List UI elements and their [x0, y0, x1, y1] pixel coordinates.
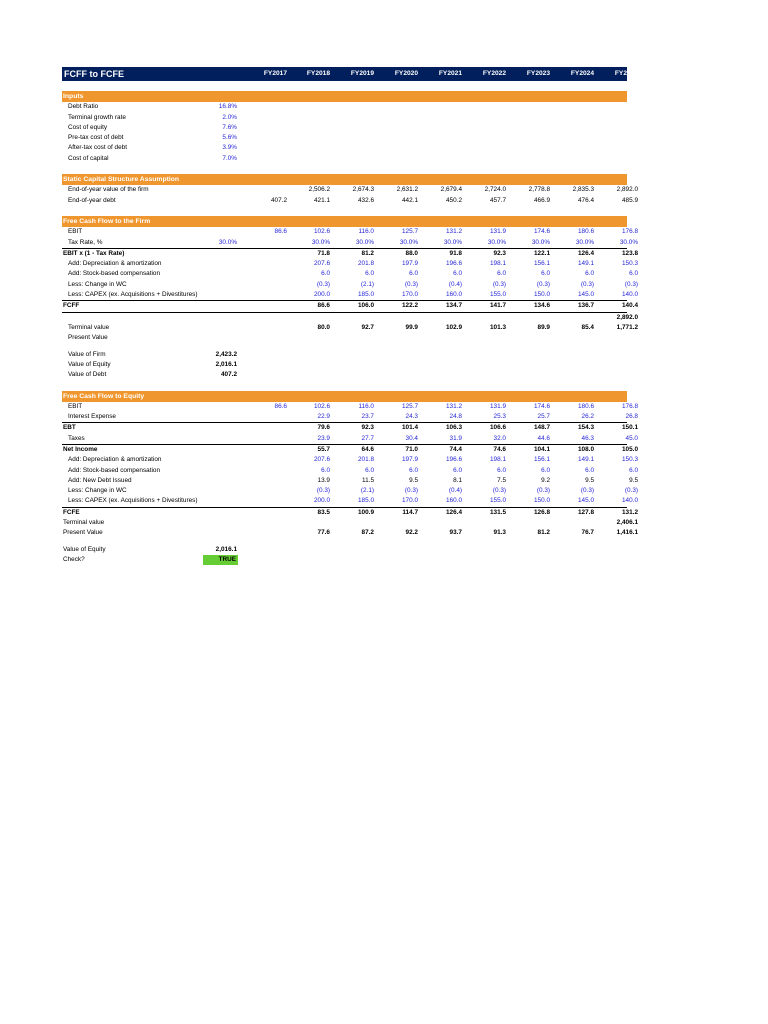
row-label: Free Cash Flow to the Firm — [63, 218, 151, 226]
row-label: EBT — [63, 424, 76, 432]
row-label: Check? — [63, 555, 85, 563]
cell-value[interactable]: 150.3 — [622, 456, 638, 464]
cell-value[interactable]: 174.6 — [534, 402, 550, 410]
cell-value[interactable]: 116.0 — [358, 228, 374, 236]
cell-value[interactable]: 3.9% — [222, 144, 237, 152]
cell-value[interactable]: 23.7 — [361, 413, 374, 421]
cell-value[interactable]: (0.3) — [316, 280, 330, 288]
row-label: Inputs — [63, 93, 84, 101]
cell-value[interactable]: 64.6 — [361, 445, 374, 453]
cell-value[interactable]: 55.7 — [317, 445, 330, 453]
cell-value[interactable]: 134.6 — [534, 302, 550, 310]
cell-value[interactable]: 104.1 — [534, 445, 550, 453]
spreadsheet — [62, 67, 638, 565]
cell-value[interactable]: 201.8 — [358, 456, 374, 464]
cell-value[interactable]: 185.0 — [358, 291, 374, 299]
input-row — [62, 133, 627, 143]
cell-value[interactable]: 30.0% — [487, 238, 506, 246]
fcff-row — [62, 269, 638, 279]
cell-value[interactable]: 9.5 — [629, 476, 638, 484]
cell-value[interactable]: 2,724.0 — [484, 186, 506, 194]
fcfe-row — [62, 508, 638, 518]
row-label: Less: CAPEX (ex. Acquisitions + Divestitures) — [68, 497, 198, 505]
cell-value[interactable]: 91.8 — [449, 249, 462, 257]
fcff-row — [62, 259, 638, 269]
cell-value[interactable]: 6.0 — [629, 466, 638, 474]
cell-value[interactable]: 7.0% — [222, 154, 237, 162]
input-row — [62, 113, 627, 123]
cell-value[interactable]: 131.9 — [490, 402, 506, 410]
row-label: End-of-year value of the firm — [68, 186, 149, 194]
cell-value[interactable]: 74.4 — [449, 445, 462, 453]
cell-value[interactable]: 2,892.0 — [616, 313, 638, 321]
cell-value[interactable]: 131.5 — [490, 508, 506, 516]
cell-value[interactable]: 102.6 — [314, 228, 330, 236]
cell-value[interactable]: 101.4 — [402, 424, 418, 432]
cell-value[interactable]: 116.0 — [358, 402, 374, 410]
cell-value[interactable]: (0.3) — [536, 280, 550, 288]
cell-value[interactable]: 11.5 — [362, 476, 374, 484]
row-label: End-of-year debt — [68, 196, 116, 204]
cell-value[interactable]: 126.4 — [446, 508, 462, 516]
cell-value[interactable]: 89.9 — [537, 323, 550, 331]
cell-value[interactable]: 196.6 — [446, 456, 462, 464]
cell-value[interactable]: 174.6 — [534, 228, 550, 236]
cell-value[interactable]: 150.1 — [622, 424, 638, 432]
section-fcfe — [62, 391, 627, 402]
cell-value[interactable]: 92.7 — [361, 323, 374, 331]
cell-value[interactable]: 81.2 — [537, 529, 550, 537]
cell-value[interactable]: 74.6 — [493, 445, 506, 453]
cell-value[interactable]: 9.2 — [541, 476, 550, 484]
cell-value[interactable]: 5.6% — [222, 134, 237, 142]
cell-value[interactable]: 6.0 — [541, 466, 550, 474]
cell-value[interactable]: 123.8 — [622, 249, 638, 257]
cell-value[interactable]: 466.9 — [534, 196, 550, 204]
cell-value[interactable]: 114.7 — [402, 508, 418, 516]
cell-value[interactable]: 6.0 — [365, 466, 374, 474]
cell-value[interactable]: 92.3 — [493, 249, 506, 257]
cell-value[interactable]: 44.6 — [537, 434, 550, 442]
cell-value[interactable]: 92.3 — [361, 424, 374, 432]
fcfe-row — [62, 423, 638, 433]
cell-value[interactable]: 25.7 — [537, 413, 550, 421]
cell-value[interactable]: 86.6 — [274, 228, 287, 236]
header-row — [62, 67, 638, 81]
cell-value[interactable]: 6.0 — [629, 270, 638, 278]
cell-value[interactable]: 145.0 — [578, 497, 594, 505]
cell-value[interactable]: 102.9 — [446, 323, 462, 331]
cell-value[interactable]: FY2018 — [306, 70, 330, 77]
cell-value[interactable]: 131.9 — [490, 228, 506, 236]
fcfe-row — [62, 486, 638, 496]
row-label: Taxes — [68, 434, 85, 442]
cell-value[interactable]: (2.1) — [360, 487, 374, 495]
cell-value[interactable]: 92.2 — [405, 529, 418, 537]
cell-value[interactable]: 432.6 — [358, 196, 374, 204]
cell-value[interactable]: (0.3) — [404, 280, 418, 288]
cell-value[interactable]: 1,771.2 — [616, 323, 638, 331]
cell-value[interactable]: 26.8 — [625, 413, 638, 421]
cell-value[interactable]: 176.8 — [622, 228, 638, 236]
static-row — [62, 185, 638, 195]
fcfe-row — [62, 455, 638, 465]
cell-value[interactable]: 7.5 — [497, 476, 506, 484]
cell-value[interactable]: 207.6 — [314, 260, 330, 268]
cell-value[interactable]: 2,016.1 — [215, 545, 237, 553]
row-label: Debt Ratio — [68, 103, 99, 111]
cell-value[interactable]: 156.1 — [534, 456, 550, 464]
cell-value[interactable]: 155.0 — [490, 291, 506, 299]
cell-value[interactable]: 485.9 — [622, 196, 638, 204]
row-label: FCFF to FCFE — [64, 69, 124, 79]
cell-value[interactable]: 31.9 — [449, 434, 462, 442]
cell-value[interactable]: 83.5 — [317, 508, 330, 516]
cell-value[interactable]: FY2023 — [526, 70, 550, 77]
cell-value[interactable]: FY2017 — [263, 70, 287, 77]
cell-value[interactable]: 155.0 — [490, 497, 506, 505]
cell-value[interactable]: 106.6 — [490, 424, 506, 432]
input-row — [62, 123, 627, 133]
fcfe-row — [62, 412, 638, 423]
cell-value[interactable]: 99.9 — [405, 323, 418, 331]
cell-value[interactable]: 126.8 — [534, 508, 550, 516]
check-true-cell[interactable]: TRUE — [203, 555, 238, 565]
cell-value[interactable]: 71.8 — [317, 249, 330, 257]
cell-value[interactable]: 2,674.3 — [352, 186, 374, 194]
cell-value[interactable]: 27.7 — [361, 434, 374, 442]
cell-value[interactable]: 170.0 — [402, 291, 418, 299]
row-label: Add: Depreciation & amortization — [68, 456, 162, 464]
cell-value[interactable]: FY2022 — [482, 70, 506, 77]
cell-value[interactable]: 136.7 — [578, 302, 594, 310]
fcff-row — [62, 280, 638, 290]
row-label: Value of Equity — [63, 545, 106, 553]
spacer — [62, 206, 627, 216]
cell-value[interactable]: 71.0 — [405, 445, 418, 453]
cell-value[interactable]: 200.0 — [314, 291, 330, 299]
cell-value[interactable]: FY2021 — [438, 70, 462, 77]
cell-value[interactable]: 6.0 — [585, 270, 594, 278]
row-label: Value of Equity — [68, 360, 111, 368]
cell-value[interactable]: 2,892.0 — [616, 186, 638, 194]
cell-value[interactable]: 131.2 — [622, 508, 638, 516]
cell-value[interactable]: 91.3 — [493, 529, 506, 537]
cell-value[interactable]: 6.0 — [453, 466, 462, 474]
cell-value[interactable]: 77.6 — [317, 529, 330, 537]
fcfe-row — [62, 518, 638, 528]
cell-value[interactable]: 127.8 — [578, 508, 594, 516]
spacer — [62, 380, 627, 390]
cell-value[interactable]: 180.6 — [578, 402, 594, 410]
cell-value[interactable]: 201.8 — [358, 260, 374, 268]
cell-value[interactable]: 207.6 — [314, 456, 330, 464]
row-label: FCFE — [63, 508, 80, 516]
cell-value[interactable]: 2,016.1 — [215, 360, 237, 368]
row-label: Value of Firm — [68, 350, 106, 358]
cell-value[interactable]: 93.7 — [449, 529, 462, 537]
cell-value[interactable]: 30.0% — [443, 238, 462, 246]
cell-value[interactable]: (0.3) — [492, 487, 506, 495]
cell-value[interactable]: 149.1 — [578, 260, 594, 268]
row-label: Tax Rate, % — [68, 238, 103, 246]
row-label: Present Value — [63, 529, 103, 537]
cell-value[interactable]: (0.4) — [448, 487, 462, 495]
cell-value[interactable]: 197.9 — [402, 456, 418, 464]
cell-value[interactable]: 26.2 — [581, 413, 594, 421]
row-label: Add: Stock-based compensation — [68, 466, 161, 474]
cell-value[interactable]: 198.1 — [490, 260, 506, 268]
cell-value[interactable]: 32.0 — [493, 434, 506, 442]
row-label: EBIT — [68, 402, 83, 410]
cell-value[interactable]: 156.1 — [534, 260, 550, 268]
cell-value[interactable]: 2,406.1 — [616, 518, 638, 526]
cell-value[interactable]: 30.0% — [531, 238, 550, 246]
cell-value[interactable]: 2,778.8 — [528, 186, 550, 194]
fcfe-row — [62, 466, 638, 476]
cell-value[interactable]: 2,835.3 — [572, 186, 594, 194]
row-label: Terminal value — [63, 518, 105, 526]
cell-value[interactable]: 150.3 — [622, 260, 638, 268]
row-label: Add: New Debt Issued — [68, 476, 132, 484]
input-row — [62, 143, 627, 153]
static-row — [62, 196, 638, 206]
cell-value[interactable]: FY2020 — [394, 70, 418, 77]
cell-value[interactable]: 140.4 — [622, 302, 638, 310]
cell-value[interactable]: 102.6 — [314, 402, 330, 410]
cell-value[interactable]: 106.0 — [358, 302, 374, 310]
cell-value[interactable]: FY2025 — [614, 70, 638, 77]
cell-value[interactable]: 6.0 — [321, 466, 330, 474]
fcff-row — [62, 290, 638, 301]
cell-value[interactable]: 79.6 — [317, 424, 330, 432]
cell-value[interactable]: FY2024 — [570, 70, 594, 77]
cell-value[interactable]: 160.0 — [446, 291, 462, 299]
fcff-row — [62, 238, 638, 249]
cell-value[interactable]: 122.1 — [534, 249, 550, 257]
fcfe-row — [62, 496, 638, 507]
cell-value[interactable]: 200.0 — [314, 497, 330, 505]
cell-value[interactable]: 197.9 — [402, 260, 418, 268]
cell-value[interactable]: 150.0 — [534, 291, 550, 299]
cell-value[interactable]: FY2019 — [350, 70, 374, 77]
cell-value[interactable]: 476.4 — [578, 196, 594, 204]
cell-value[interactable]: 2,679.4 — [440, 186, 462, 194]
cell-value[interactable]: 457.7 — [490, 196, 506, 204]
cell-value[interactable]: 180.6 — [578, 228, 594, 236]
cell-value[interactable]: 145.0 — [578, 291, 594, 299]
cell-value[interactable]: 131.2 — [446, 402, 462, 410]
cell-value[interactable]: (0.3) — [624, 280, 638, 288]
section-inputs — [62, 91, 627, 102]
cell-value[interactable]: (0.3) — [492, 280, 506, 288]
cell-value[interactable]: 30.0% — [218, 238, 237, 246]
fcfe-row — [62, 445, 638, 455]
fcff-summary-row — [62, 370, 627, 380]
cell-value[interactable]: 140.0 — [622, 291, 638, 299]
cell-value[interactable]: 160.0 — [446, 497, 462, 505]
row-label: After-tax cost of debt — [68, 144, 127, 152]
cell-value[interactable]: (0.3) — [536, 487, 550, 495]
cell-value[interactable]: (0.3) — [316, 487, 330, 495]
fcff-row — [62, 249, 638, 259]
row-label: EBIT — [68, 228, 83, 236]
cell-value[interactable]: (0.3) — [404, 487, 418, 495]
cell-value[interactable]: 6.0 — [409, 270, 418, 278]
spacer — [62, 81, 627, 91]
cell-value[interactable]: 6.0 — [585, 466, 594, 474]
cell-value[interactable]: 108.0 — [578, 445, 594, 453]
cell-value[interactable]: 106.3 — [446, 424, 462, 432]
cell-value[interactable]: 6.0 — [321, 270, 330, 278]
cell-value[interactable]: 86.6 — [317, 302, 330, 310]
cell-value[interactable]: 140.0 — [622, 497, 638, 505]
cell-value[interactable]: 13.9 — [317, 476, 330, 484]
cell-value[interactable]: 88.0 — [405, 249, 418, 257]
cell-value[interactable]: 24.3 — [405, 413, 418, 421]
input-row — [62, 102, 627, 112]
cell-value[interactable]: 196.6 — [446, 260, 462, 268]
row-label: Cost of capital — [68, 154, 109, 162]
row-label: Terminal value — [68, 323, 110, 331]
cell-value[interactable]: 30.0% — [311, 238, 330, 246]
cell-value[interactable]: 9.5 — [585, 476, 594, 484]
cell-value[interactable]: 2,631.2 — [396, 186, 418, 194]
cell-value[interactable]: (0.3) — [580, 280, 594, 288]
cell-value[interactable]: 421.1 — [314, 196, 330, 204]
row-label: Value of Debt — [68, 371, 107, 379]
cell-value[interactable]: 46.3 — [581, 434, 594, 442]
fcff-row — [62, 227, 638, 237]
cell-value[interactable]: (2.1) — [360, 280, 374, 288]
row-label: Static Capital Structure Assumption — [63, 176, 180, 184]
cell-value[interactable]: 141.7 — [490, 302, 506, 310]
cell-value[interactable]: (0.4) — [448, 280, 462, 288]
cell-value[interactable]: 87.2 — [361, 529, 374, 537]
fcff-terminal-row — [62, 323, 638, 333]
cell-value[interactable]: 80.0 — [317, 323, 330, 331]
cell-value[interactable]: 6.0 — [409, 466, 418, 474]
section-fcff — [62, 216, 627, 227]
cell-value[interactable]: 85.4 — [581, 323, 594, 331]
cell-value[interactable]: 76.7 — [581, 529, 594, 537]
cell-value[interactable]: 407.2 — [271, 196, 287, 204]
cell-value[interactable]: 176.8 — [622, 402, 638, 410]
cell-value[interactable]: 30.0% — [575, 238, 594, 246]
row-label: Add: Stock-based compensation — [68, 270, 161, 278]
cell-value[interactable]: 198.1 — [490, 456, 506, 464]
row-label: Terminal growth rate — [68, 113, 126, 121]
cell-value[interactable]: 170.0 — [402, 497, 418, 505]
cell-value[interactable]: 23.9 — [317, 434, 330, 442]
fcff-pv-row — [62, 333, 627, 343]
cell-value[interactable]: 6.0 — [541, 270, 550, 278]
cell-value[interactable]: 8.1 — [453, 476, 462, 484]
fcff-terminal-extra — [62, 313, 638, 323]
row-label: Less: Change in WC — [68, 280, 127, 288]
cell-value[interactable]: 100.9 — [358, 508, 374, 516]
cell-value[interactable]: 30.0% — [619, 238, 638, 246]
cell-value[interactable]: 2,506.2 — [308, 186, 330, 194]
cell-value[interactable]: 407.2 — [221, 371, 237, 379]
cell-value[interactable]: 30.0% — [355, 238, 374, 246]
row-label: Present Value — [68, 334, 108, 342]
fcff-row — [62, 301, 638, 312]
cell-value[interactable]: 131.2 — [446, 228, 462, 236]
cell-value[interactable]: 86.6 — [274, 402, 287, 410]
cell-value[interactable]: 442.1 — [402, 196, 418, 204]
cell-value[interactable]: 125.7 — [402, 228, 418, 236]
cell-value[interactable]: 125.7 — [402, 402, 418, 410]
fcfe-equity-row — [62, 545, 627, 555]
cell-value[interactable]: 149.1 — [578, 456, 594, 464]
row-label: Cost of equity — [68, 123, 108, 131]
cell-value[interactable]: 1,416.1 — [616, 529, 638, 537]
cell-value[interactable]: 24.8 — [449, 413, 462, 421]
cell-value[interactable]: 154.3 — [578, 424, 594, 432]
input-row — [62, 154, 627, 164]
row-label: Less: Change in WC — [68, 487, 127, 495]
fcff-summary-row — [62, 350, 627, 360]
cell-value[interactable]: 6.0 — [365, 270, 374, 278]
cell-value[interactable]: 134.7 — [446, 302, 462, 310]
cell-value[interactable]: (0.3) — [580, 487, 594, 495]
cell-value[interactable]: 16.8% — [218, 103, 237, 111]
cell-value[interactable]: 105.0 — [622, 445, 638, 453]
row-label: FCFF — [63, 302, 80, 310]
fcfe-row — [62, 402, 638, 412]
row-label: Pre-tax cost of debt — [68, 134, 124, 142]
row-label: Interest Expense — [68, 413, 116, 421]
cell-value[interactable]: 2.0% — [222, 113, 237, 121]
cell-value[interactable]: 6.0 — [453, 270, 462, 278]
fcfe-row — [62, 434, 638, 445]
cell-value[interactable]: 45.0 — [625, 434, 638, 442]
cell-value[interactable]: 25.3 — [493, 413, 506, 421]
cell-value[interactable]: (0.3) — [624, 487, 638, 495]
row-label: EBIT x (1 - Tax Rate) — [63, 249, 125, 257]
cell-value[interactable]: 2,423.2 — [215, 350, 237, 358]
cell-value[interactable]: 6.0 — [497, 466, 506, 474]
cell-value[interactable]: 185.0 — [358, 497, 374, 505]
cell-value[interactable]: 22.9 — [317, 413, 330, 421]
cell-value[interactable]: 30.0% — [399, 238, 418, 246]
row-label: Less: CAPEX (ex. Acquisitions + Divestitures) — [68, 291, 198, 299]
fcfe-row — [62, 528, 638, 538]
cell-value[interactable]: 6.0 — [497, 270, 506, 278]
cell-value[interactable]: 450.2 — [446, 196, 462, 204]
spacer — [62, 164, 627, 174]
cell-value[interactable]: 126.4 — [578, 249, 594, 257]
cell-value[interactable]: 9.5 — [409, 476, 418, 484]
fcfe-row — [62, 476, 638, 486]
row-label: Add: Depreciation & amortization — [68, 260, 162, 268]
check-row — [62, 555, 627, 565]
cell-value[interactable]: 7.6% — [222, 123, 237, 131]
cell-value[interactable]: 150.0 — [534, 497, 550, 505]
section-static-capital — [62, 174, 627, 185]
row-label: Net Income — [63, 445, 98, 453]
cell-value[interactable]: 30.4 — [405, 434, 418, 442]
cell-value[interactable]: 122.2 — [402, 302, 418, 310]
cell-value[interactable]: 81.2 — [361, 249, 374, 257]
row-label: Free Cash Flow to Equity — [63, 392, 145, 400]
fcff-summary-row — [62, 360, 627, 370]
cell-value[interactable]: 101.3 — [490, 323, 506, 331]
cell-value[interactable]: 148.7 — [534, 424, 550, 432]
